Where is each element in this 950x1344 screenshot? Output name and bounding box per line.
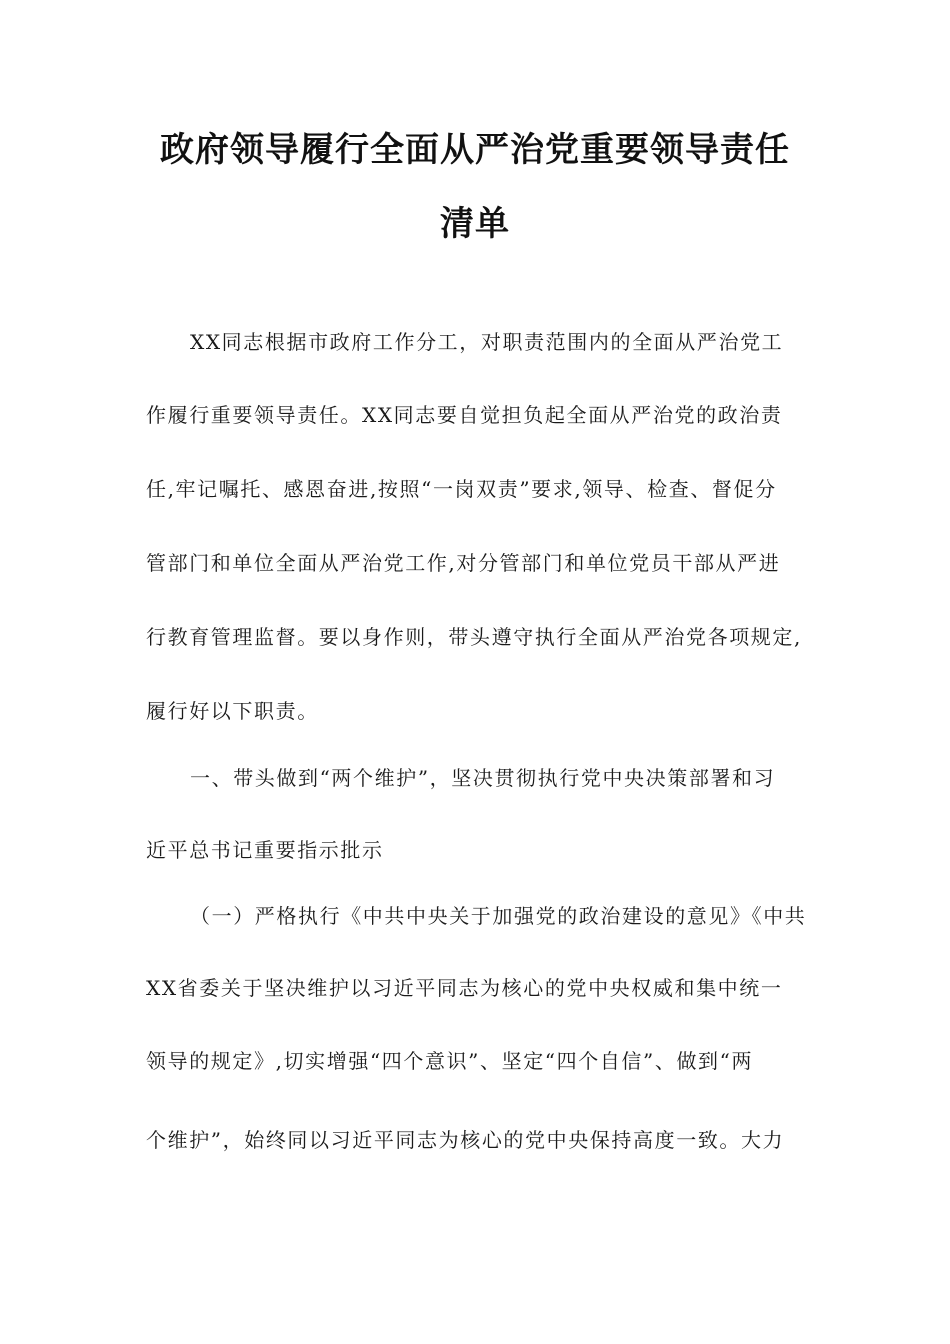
paragraph-2-line-4: 个维护”，始终同以习近平同志为核心的党中央保持高度一致。大力 xyxy=(146,1128,785,1152)
paragraph-1-line-6: 履行好以下职责。 xyxy=(146,699,319,723)
paragraph-2-line-1: （一）严格执行《中共中央关于加强党的政治建设的意见》《中共 xyxy=(190,904,807,928)
paragraph-1-line-1: XX同志根据市政府工作分工，对职责范围内的全面从严治党工 xyxy=(190,330,784,354)
paragraph-1-line-3: 任,牢记嘱托、感恩奋进,按照“一岗双责”要求,领导、检查、督促分 xyxy=(146,477,777,501)
document-title-line-2: 清单 xyxy=(440,204,510,244)
paragraph-2-line-3: 领导的规定》,切实增强“四个意识”、坚定“四个自信”、做到“两 xyxy=(146,1049,754,1073)
paragraph-1-line-5: 行教育管理监督。要以身作则，带头遵守执行全面从严治党各项规定, xyxy=(146,625,802,649)
section-heading-1-line-1: 一、带头做到“两个维护”，坚决贯彻执行党中央决策部署和习 xyxy=(190,766,776,790)
section-heading-1-line-2: 近平总书记重要指示批示 xyxy=(146,838,384,862)
paragraph-1-line-2: 作履行重要领导责任。XX同志要自觉担负起全面从严治党的政治责 xyxy=(146,403,783,427)
paragraph-1-line-4: 管部门和单位全面从严治党工作,对分管部门和单位党员干部从严进 xyxy=(146,551,781,575)
paragraph-2-line-2: XX省委关于坚决维护以习近平同志为核心的党中央权威和集中统一 xyxy=(146,976,783,1000)
document-title-line-1: 政府领导履行全面从严治党重要领导责任 xyxy=(160,130,790,170)
